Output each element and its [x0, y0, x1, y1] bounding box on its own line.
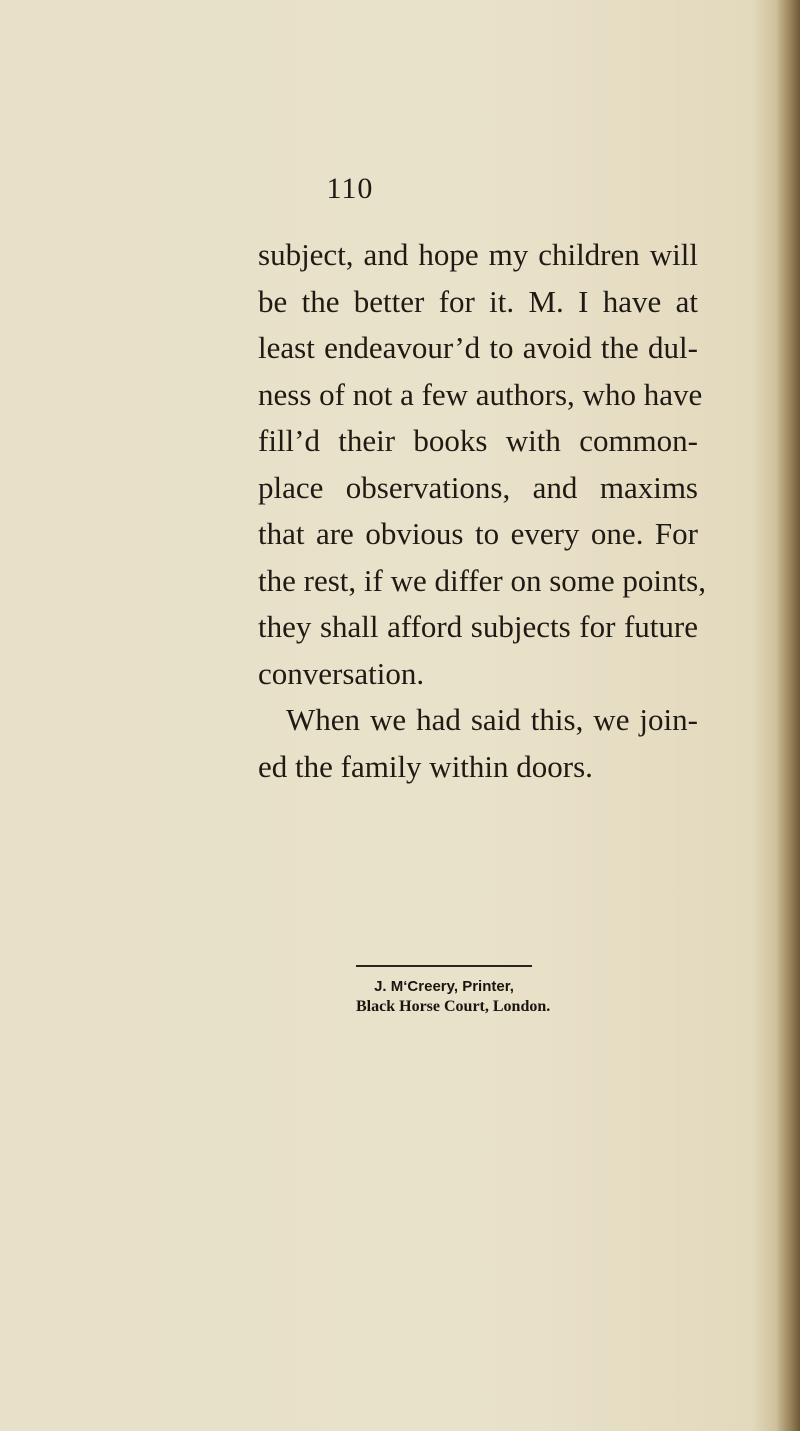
- text-line: place observations, and maxims: [258, 469, 698, 505]
- text-line: When we had said this, we join-: [286, 702, 698, 737]
- text-line: least endeavour’d to avoid the dul-: [258, 330, 698, 365]
- printer-address: Black Horse Court, London.: [356, 998, 551, 1015]
- text-line: the rest, if we differ on some points,: [258, 562, 706, 598]
- printer-name: J. M‘Creery, Printer,: [374, 978, 514, 995]
- text-line: conversation.: [258, 655, 425, 691]
- text-line: ness of not a few authors, who have: [258, 376, 703, 412]
- page-number: 110: [326, 172, 374, 205]
- text-line: they shall afford subjects for future: [258, 609, 698, 644]
- text-line: ed the family within doors.: [258, 748, 593, 784]
- body-text: [258, 232, 706, 790]
- text-line: be the better for it. M. I have at: [258, 283, 698, 319]
- colophon-rule: [356, 965, 532, 967]
- page-edge-shadow: [776, 0, 800, 1431]
- text-line: subject, and hope my children will: [258, 237, 698, 272]
- text-line: fill’d their books with common-: [258, 423, 698, 458]
- text-line: that are obvious to every one. For: [258, 516, 698, 551]
- printer-colophon: [356, 965, 551, 1017]
